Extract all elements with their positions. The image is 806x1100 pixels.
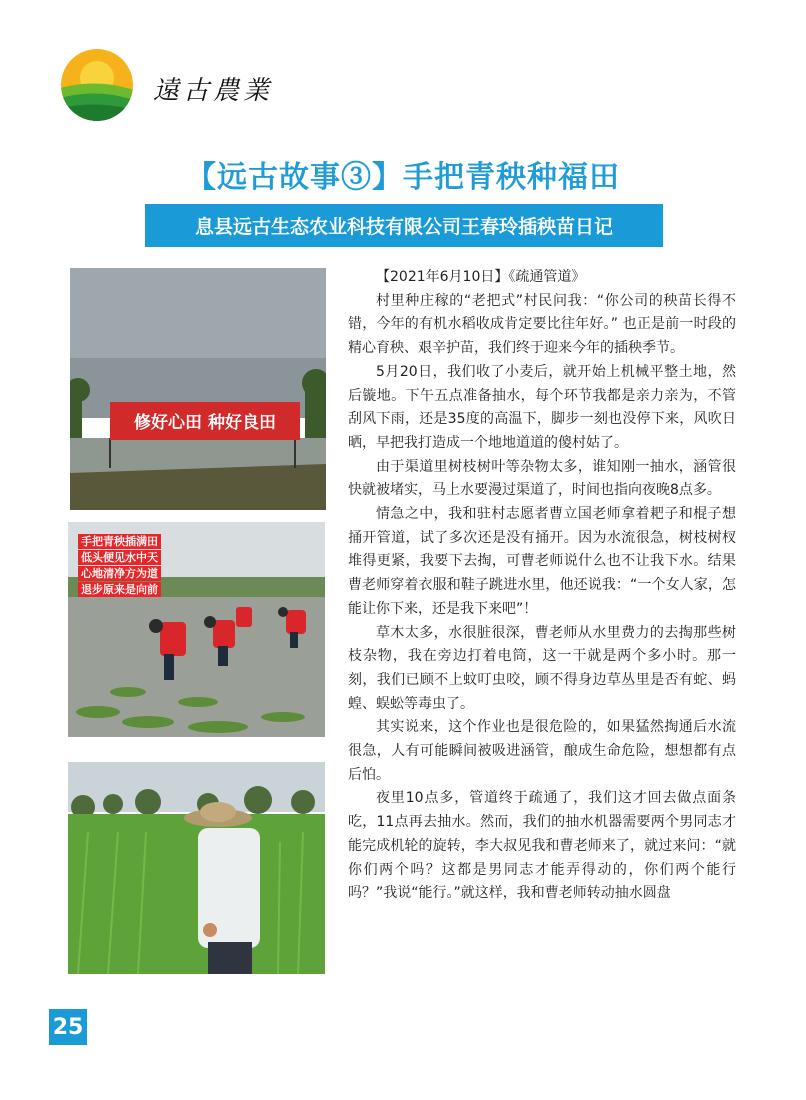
article-body <box>348 266 736 906</box>
company-logo <box>60 48 134 122</box>
photo-field-banner <box>70 268 326 510</box>
poem-overlay <box>78 534 161 598</box>
page-number-text: 25 <box>52 1014 84 1040</box>
page-number <box>49 1009 87 1045</box>
article-paragraph: 5月20日，我们收了小麦后，就开始上机械平整土地，然后镟地。下午五点准备抽水，每个环节我都是亲力亲为，不管刮风下雨，还是35度的高温下，脚步一刻也没停下来，风吹日晒，早把我打造成一个地地道道的傻村姑了。 <box>348 363 736 451</box>
article-paragraph: 其实说来，这个作业也是很危险的，如果猛然掏通后水流很急，人有可能瞬间被吸进涵管，酿成生命危险，想想都有点后怕。 <box>348 719 736 783</box>
poem-line: 手把青秧插满田 <box>78 534 161 549</box>
poem-line: 退步原来是向前 <box>78 582 161 597</box>
photo-planting <box>68 522 325 737</box>
poem-line: 低头便见水中天 <box>78 550 161 565</box>
article-paragraph: 情急之中，我和驻村志愿者曹立国老师拿着耙子和棍子想捅开管道，试了多次还是没有捅开。因为水流很急，树枝树杈堆得更紧，我要下去掏，可曹老师说什么也不让我下水。结果曹老师穿着衣服和鞋子跳进水里，他还说我：“一个女人家，怎能让你下来，还是我下来吧”！ <box>348 506 736 617</box>
article-subtitle <box>145 204 663 247</box>
article-paragraph: 草木太多，水很脏很深，曹老师从水里费力的去掏那些树枝杂物，我在旁边打着电筒，这一干就是两个多小时。那一刻，我们已顾不上蚊叮虫咬，顾不得身边草丛里是否有蛇、蚂蝗、蜈蚣等毒虫了。 <box>348 624 736 712</box>
article-paragraph: 由于渠道里树枝树叶等杂物太多，谁知刚一抽水，涵管很快就被堵实，马上水要漫过渠道了，时间也指向夜晚8点多。 <box>348 458 736 499</box>
poem-line: 心地清净方为道 <box>78 566 161 581</box>
article-paragraph: 村里种庄稼的“老把式”村民问我：“你公司的秧苗长得不错，今年的有机水稻收成肯定要比往年好。” 也正是前一时段的精心育秧、艰辛护苗，我们终于迎来今年的插秧季节。 <box>348 292 736 357</box>
photo-man-in-field <box>68 762 325 974</box>
article-title: 【远古故事③】手把青秧种福田 <box>186 160 620 195</box>
banner-slogan: 修好心田 种好良田 <box>134 413 276 433</box>
brand-name: 遠古農業 <box>153 76 274 106</box>
article-subtitle-text: 息县远古生态农业科技有限公司王春玲插秧苗日记 <box>194 216 613 238</box>
article-dateline: 【2021年6月10日】《疏通管道》 <box>376 269 586 285</box>
article-paragraph: 夜里10点多，管道终于疏通了，我们这才回去做点面条吃，11点再去抽水。然而，我们的抽水机器需要两个男同志才能完成机轮的旋转，李大叔见我和曹老师来了，就过来问：“就你们两个吗？这都是男同志才能弄得动的，你们两个能行吗？”我说“能行。”就这样，我和曹老师转动抽水圆盘 <box>348 790 736 902</box>
